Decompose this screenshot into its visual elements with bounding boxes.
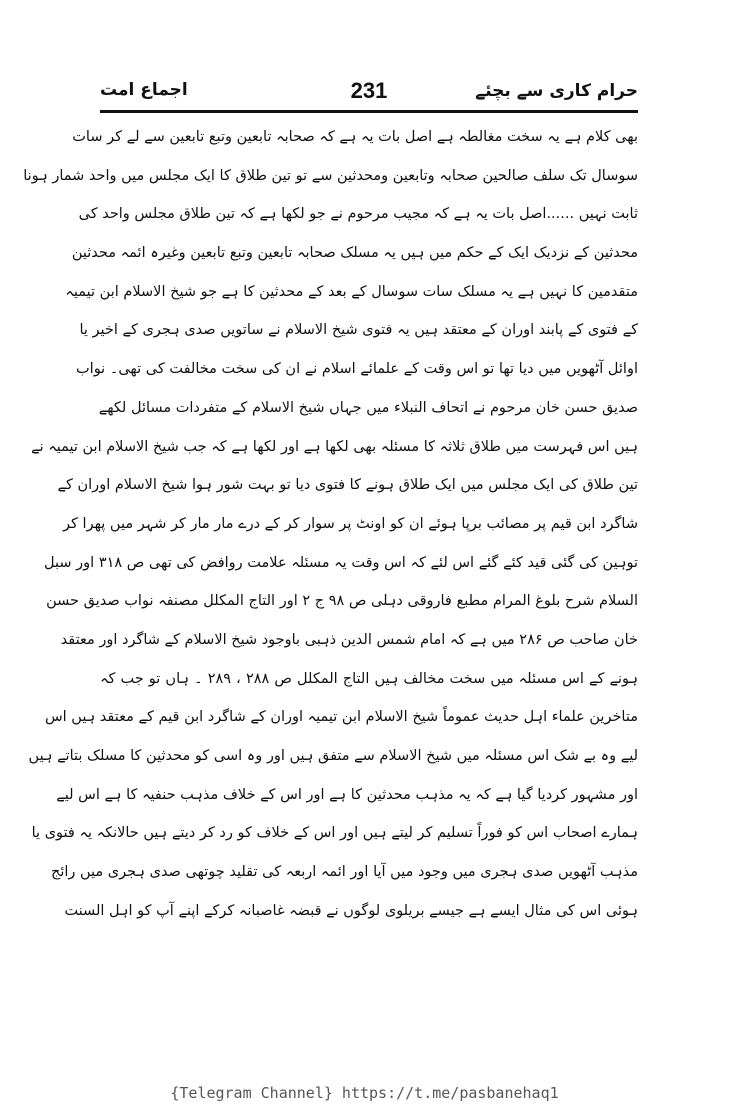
- text-line: ہونے کے اس مسئلہ میں سخت مخالف ہیں التاج المکلل ص ۲۸۸ ، ۲۸۹ ۔ ہاں تو جب کہ: [100, 670, 639, 687]
- text-line: ہوئی اس کی مثال ایسے ہے جیسے بریلوی لوگوں نے قبضہ غاصبانہ کرکے اپنے آپ کو اہل السنت: [64, 902, 638, 919]
- text-line: توہین کی گئی قید کئے گئے اس لئے کہ اس وقت یہ مسئلہ علامت روافض کی تھی ص ۳۱۸ اور سبل: [44, 554, 638, 571]
- text-line: تین طلاق کی ایک مجلس میں ایک طلاق ہونے کا فتوی دیا تو بہت شور ہوا شیخ الاسلام اوران کے: [57, 477, 638, 494]
- text-line: لیے وہ بے شک اس مسئلہ میں شیخ الاسلام سے متفق ہیں اور وہ اسی کو محدثین کا مسلک بتاتے ہیں: [28, 748, 638, 764]
- text-line: سوسال تک سلف صالحین صحابہ وتابعین ومحدثین سے تو تین طلاق کا ایک مجلس میں واحد شمار ہونا: [23, 167, 638, 184]
- text-line: محدثین کے نزدیک ایک کے حکم میں ہیں یہ مسلک صحابہ تابعین وتبع تابعین وغیرہ ائمہ محدثین: [71, 245, 638, 262]
- text-line: السلام شرح بلوغ المرام مطبع فاروقی دہلی ص ۹۸ ج ۲ اور التاج المکلل مصنفہ نواب صدیق حسن: [46, 593, 638, 610]
- section-title: اجماع امت: [100, 80, 188, 100]
- text-line: اوائل آٹھویں میں دیا تھا تو اس وقت کے علمائے اسلام نے ان کی سخت مخالفت کی تھی۔ نواب: [76, 361, 638, 378]
- page-header: [100, 78, 638, 112]
- page-number: 231: [350, 78, 388, 103]
- text-line: کے فتوی کے پابند اوران کے معتقد ہیں یہ فتوی شیخ الاسلام نے ساتویں صدی ہجری کے اخیر یا: [79, 322, 638, 339]
- text-line: اور مشہور کردیا گیا ہے کہ یہ مذہب محدثین کا ہے اور اس کے خلاف مذہب حنفیہ کا ہے اس لیے: [56, 786, 638, 803]
- text-line: خان صاحب ص ۲۸۶ میں ہے کہ امام شمس الدین ذہبی باوجود شیخ الاسلام کے شاگرد اور معتقد: [60, 631, 638, 648]
- text-line: ہمارے اصحاب اس کو فوراً تسلیم کر لیتے ہیں اور اس کے خلاف کو رد کر دیتے ہیں حالانکہ یہ فتوی یا: [31, 825, 638, 842]
- text-line: متاخرین علماء اہل حدیث عموماً شیخ الاسلام ابن تیمیہ اوران کے شاگرد ابن قیم کے معتقد ہیں اس: [44, 709, 638, 726]
- text-line: متقدمین کا نہیں ہے یہ مسلک سات سوسال کے بعد کے محدثین کا ہے جو شیخ الاسلام ابن تیمیہ: [65, 283, 638, 300]
- text-line: ہیں اس فہرست میں طلاق ثلاثہ کا مسئلہ بھی لکھا ہے اور لکھا ہے کہ جب شیخ الاسلام ابن تیمیہ نے: [31, 438, 638, 455]
- text-line: شاگرد ابن قیم پر مصائب برپا ہوئے ان کو اونٹ پر سوار کر کے درے مار مار کر شہر میں پھرا کر: [63, 515, 638, 532]
- body-text: [23, 118, 639, 930]
- text-line: ثابت نہیں ......اصل بات یہ ہے کہ مجیب مرحوم نے جو لکھا ہے کہ تین طلاق مجلس واحد کی: [78, 206, 638, 223]
- header-divider: [100, 110, 638, 113]
- book-title: حرام کاری سے بچئے: [475, 81, 638, 101]
- text-line: صدیق حسن خان مرحوم نے اتحاف النبلاء میں جہاں شیخ الاسلام کے متفردات مسائل لکھے: [98, 399, 638, 416]
- text-line: بھی کلام ہے یہ سخت مغالطہ ہے اصل بات یہ ہے کہ صحابہ تابعین وتبع تابعین سے لے کر سات: [72, 129, 638, 145]
- text-line: مذہب آٹھویں صدی ہجری میں وجود میں آیا اور ائمہ اربعہ کی تقلید چوتھی صدی ہجری میں رائج: [50, 864, 638, 881]
- telegram-watermark: {Telegram Channel} https://t.me/pasbanehaq1: [170, 1084, 559, 1102]
